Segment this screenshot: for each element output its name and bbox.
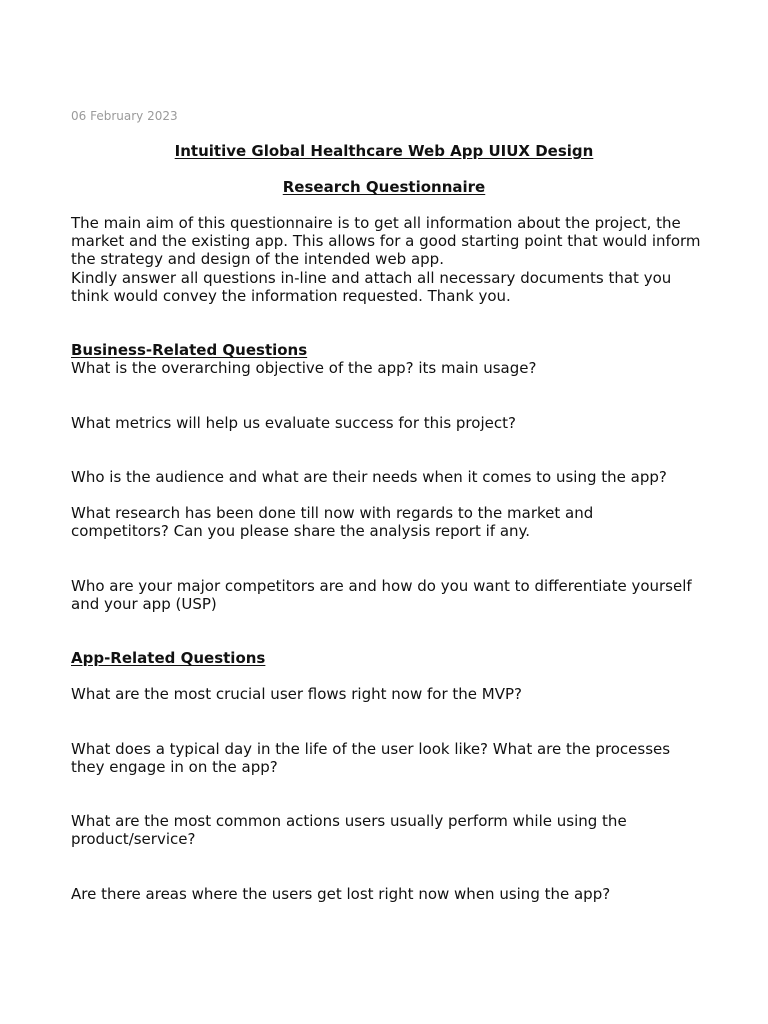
document-title: Intuitive Global Healthcare Web App UIUX Design <box>174 142 594 160</box>
app-question-1: What are the most crucial user flows right now for the MVP? <box>71 685 522 703</box>
app-section-heading: App-Related Questions <box>71 649 266 667</box>
document-date: 06 February 2023 <box>71 109 178 123</box>
intro-paragraph-2: Kindly answer all questions in-line and attach all necessary documents that you think would convey the information requested. Thank you. <box>71 268 672 305</box>
intro-text <box>71 214 711 305</box>
business-section-heading: Business-Related Questions <box>71 341 308 359</box>
business-question-5: Who are your major competitors are and how do you want to differentiate yourself and your app (USP) <box>71 577 692 614</box>
intro-paragraph-1: The main aim of this questionnaire is to get all information about the project, the market and the existing app. This allows for a good starting point that would inform the strategy and design of the intended web app. <box>71 214 701 269</box>
app-question-3: What are the most common actions users usually perform while using the product/service? <box>71 812 627 849</box>
app-question-2: What does a typical day in the life of the user look like? What are the processes they engage in on the app? <box>71 740 671 777</box>
business-question-1: What is the overarching objective of the app? its main usage? <box>71 359 537 377</box>
app-question-4: Are there areas where the users get lost right now when using the app? <box>71 885 611 903</box>
business-question-4: What research has been done till now with regards to the market and competitors? Can you please share the analysis report if any. <box>71 504 594 541</box>
business-question-2: What metrics will help us evaluate success for this project? <box>71 414 516 432</box>
document-subtitle: Research Questionnaire <box>282 178 486 196</box>
business-question-3: Who is the audience and what are their needs when it comes to using the app? <box>71 468 667 486</box>
